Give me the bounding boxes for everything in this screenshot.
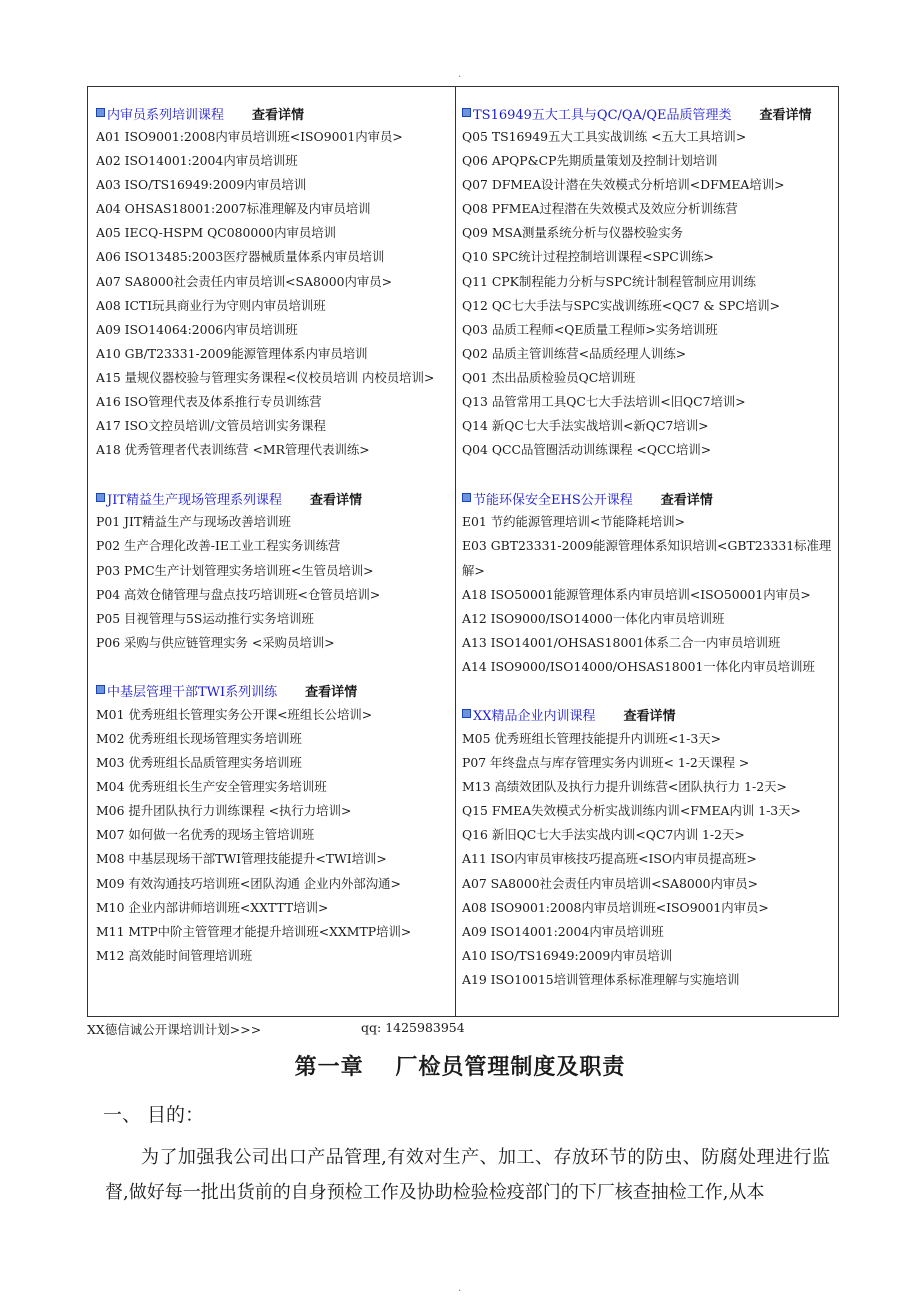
course-item[interactable]: Q12 QC七大手法与SPC实战训练班<QC7 & SPC培训> — [462, 297, 780, 313]
course-item[interactable]: M03 优秀班组长品质管理实务培训班 — [96, 755, 302, 771]
bullet-square-icon — [462, 709, 471, 718]
course-item[interactable]: A15 量规仪器校验与管理实务课程<仪校员培训 内校员培训> — [96, 369, 435, 385]
section-gap — [462, 462, 832, 486]
section-header — [96, 679, 448, 703]
view-details-link[interactable]: 查看详情 — [252, 107, 305, 123]
section-title-link[interactable]: JIT精益生产现场管理系列课程 — [107, 492, 283, 508]
course-item[interactable]: M13 高绩效团队及执行力提升训练营<团队执行力 1-2天> — [462, 779, 787, 795]
course-item[interactable]: A17 ISO文控员培训/文管员培训实务课程 — [96, 418, 326, 434]
course-item[interactable]: Q01 杰出品质检验员QC培训班 — [462, 369, 636, 385]
section-title-link[interactable]: 节能环保安全EHS公开课程 — [473, 492, 633, 508]
course-item[interactable]: A04 OHSAS18001:2007标准理解及内审员培训 — [96, 201, 371, 217]
course-item[interactable]: M02 优秀班组长现场管理实务培训班 — [96, 730, 302, 746]
course-item[interactable]: A08 ICTI玩具商业行为守则内审员培训班 — [96, 297, 326, 313]
course-item[interactable]: Q15 FMEA失效模式分析实战训练内训<FMEA内训 1-3天> — [462, 803, 801, 819]
course-item[interactable]: A18 ISO50001能源管理体系内审员培训<ISO50001内审员> — [462, 586, 811, 602]
course-item[interactable]: A07 SA8000社会责任内审员培训<SA8000内审员> — [462, 875, 759, 891]
course-item[interactable]: P05 目视管理与5S运动推行实务培训班 — [96, 610, 314, 626]
page-marker-top: . — [458, 69, 462, 80]
course-item[interactable]: Q10 SPC统计过程控制培训课程<SPC训练> — [462, 249, 714, 265]
course-item[interactable]: Q09 MSA测量系统分析与仪器校验实务 — [462, 225, 684, 241]
view-details-link[interactable]: 查看详情 — [305, 685, 358, 701]
course-item[interactable]: M06 提升团队执行力训练课程 <执行力培训> — [96, 803, 352, 819]
course-item[interactable]: Q06 APQP&CP先期质量策划及控制计划培训 — [462, 153, 718, 169]
course-item[interactable]: Q04 QCC品管圈活动训练课程 <QCC培训> — [462, 442, 712, 458]
course-item[interactable]: M08 中基层现场干部TWI管理技能提升<TWI培训> — [96, 851, 387, 867]
course-item[interactable]: A06 ISO13485:2003医疗器械质量体系内审员培训 — [96, 249, 385, 265]
course-item[interactable]: A05 IECQ-HSPM QC080000内审员培训 — [96, 225, 337, 241]
course-item[interactable]: M12 高效能时间管理培训班 — [96, 947, 253, 963]
section-gap — [96, 655, 448, 679]
section-title-link[interactable]: TS16949五大工具与QC/QA/QE品质管理类 — [473, 107, 732, 123]
course-item[interactable]: A16 ISO管理代表及体系推行专员训练营 — [96, 394, 322, 410]
course-item[interactable]: M01 优秀班组长管理实务公开课<班组长公培训> — [96, 706, 373, 722]
bullet-square-icon — [96, 685, 105, 694]
course-item[interactable]: A19 ISO10015培训管理体系标准理解与实施培训 — [462, 971, 740, 987]
section-gap — [96, 462, 448, 486]
course-item[interactable]: A02 ISO14001:2004内审员培训班 — [96, 153, 298, 169]
training-plan-link[interactable]: XX德信诚公开课培训计划>>> — [87, 1022, 262, 1037]
section-title-link[interactable]: 内审员系列培训课程 — [107, 107, 225, 123]
section-header — [96, 101, 448, 125]
bullet-square-icon — [96, 108, 105, 117]
course-item[interactable]: M07 如何做一名优秀的现场主管培训班 — [96, 827, 315, 843]
course-item[interactable]: Q07 DFMEA设计潜在失效模式分析培训<DFMEA培训> — [462, 177, 785, 193]
course-item[interactable]: Q02 品质主管训练营<品质经理人训练> — [462, 345, 687, 361]
course-item[interactable]: P06 采购与供应链管理实务 <采购员培训> — [96, 634, 335, 650]
course-item[interactable]: A14 ISO9000/ISO14000/OHSAS18001一体化内审员培训班 — [462, 658, 815, 674]
course-item[interactable]: A12 ISO9000/ISO14000一体化内审员培训班 — [462, 610, 725, 626]
section-gap — [462, 679, 832, 703]
bullet-square-icon — [96, 493, 105, 502]
course-item[interactable]: A13 ISO14001/OHSAS18001体系二合一内审员培训班 — [462, 634, 781, 650]
section-title-link[interactable]: 中基层管理干部TWI系列训练 — [107, 685, 278, 701]
course-list-box — [87, 86, 839, 1017]
body-paragraph: 为了加强我公司出口产品管理,有效对生产、加工、存放环节的防虫、防腐处理进行监督,做好每一批出货前的自身预检工作及协助检验检疫部门的下厂核查抽检工作,从本 — [105, 1147, 830, 1203]
bullet-square-icon — [462, 108, 471, 117]
view-details-link[interactable]: 查看详情 — [623, 709, 676, 725]
course-item[interactable]: M09 有效沟通技巧培训班<团队沟通 企业内外部沟通> — [96, 875, 401, 891]
course-item[interactable]: Q08 PFMEA过程潜在失效模式及效应分析训练营 — [462, 201, 738, 217]
page-marker-bottom: . — [458, 1283, 462, 1294]
qq-number: qq: 1425983954 — [361, 1020, 465, 1035]
course-item[interactable]: Q16 新旧QC七大手法实战内训<QC7内训 1-2天> — [462, 827, 745, 843]
course-item[interactable]: A08 ISO9001:2008内审员培训班<ISO9001内审员> — [462, 899, 769, 915]
course-item[interactable]: A07 SA8000社会责任内审员培训<SA8000内审员> — [96, 273, 393, 289]
course-item[interactable]: A11 ISO内审员审核技巧提高班<ISO内审员提高班> — [462, 851, 757, 867]
course-item[interactable]: P03 PMC生产计划管理实务培训班<生管员培训> — [96, 562, 374, 578]
course-item[interactable]: P02 生产合理化改善-IE工业工程实务训练营 — [96, 538, 341, 554]
course-item[interactable]: P07 年终盘点与库存管理实务内训班< 1-2天课程 > — [462, 755, 750, 771]
course-item[interactable]: A18 优秀管理者代表训练营 <MR管理代表训练> — [96, 442, 370, 458]
bullet-square-icon — [462, 493, 471, 502]
course-item[interactable]: P01 JIT精益生产与现场改善培训班 — [96, 514, 291, 530]
left-column — [96, 101, 448, 968]
course-item[interactable]: A09 ISO14001:2004内审员培训班 — [462, 923, 664, 939]
course-item[interactable]: M10 企业内部讲师培训班<XXTTT培训> — [96, 899, 329, 915]
course-item[interactable]: Q11 CPK制程能力分析与SPC统计制程管制应用训练 — [462, 273, 756, 289]
course-item[interactable]: Q14 新QC七大手法实战培训<新QC7培训> — [462, 418, 709, 434]
section-header — [462, 486, 832, 510]
footer-line — [87, 1020, 465, 1038]
view-details-link[interactable]: 查看详情 — [759, 107, 812, 123]
right-column — [462, 101, 832, 992]
view-details-link[interactable]: 查看详情 — [310, 492, 363, 508]
course-item[interactable]: M11 MTP中阶主管管理才能提升培训班<XXMTP培训> — [96, 923, 412, 939]
course-item[interactable]: A03 ISO/TS16949:2009内审员培训 — [96, 177, 307, 193]
course-item[interactable]: M05 优秀班组长管理技能提升内训班<1-3天> — [462, 730, 721, 746]
course-item[interactable]: A01 ISO9001:2008内审员培训班<ISO9001内审员> — [96, 129, 403, 144]
section-title-link[interactable]: XX精品企业内训课程 — [473, 709, 596, 725]
view-details-link[interactable]: 查看详情 — [660, 492, 713, 508]
course-item[interactable]: A09 ISO14064:2006内审员培训班 — [96, 321, 298, 337]
section-heading: 一、 目的： — [103, 1104, 205, 1126]
course-item[interactable]: Q05 TS16949五大工具实战训练 <五大工具培训> — [462, 129, 747, 144]
chapter-title: 第一章 厂检员管理制度及职责 — [294, 1055, 626, 1080]
course-item[interactable]: Q03 品质工程师<QE质量工程师>实务培训班 — [462, 321, 718, 337]
course-item[interactable]: Q13 品管常用工具QC七大手法培训<旧QC7培训> — [462, 394, 746, 410]
course-item[interactable]: E03 GBT23331-2009能源管理体系知识培训<GBT23331标准理解> — [462, 538, 832, 578]
section-header — [462, 101, 832, 125]
column-divider — [455, 87, 456, 1016]
course-item[interactable]: A10 ISO/TS16949:2009内审员培训 — [462, 947, 673, 963]
section-header — [96, 486, 448, 510]
course-item[interactable]: E01 节约能源管理培训<节能降耗培训> — [462, 514, 685, 530]
course-item[interactable]: A10 GB/T23331-2009能源管理体系内审员培训 — [96, 345, 368, 361]
course-item[interactable]: P04 高效仓储管理与盘点技巧培训班<仓管员培训> — [96, 586, 381, 602]
course-item[interactable]: M04 优秀班组长生产安全管理实务培训班 — [96, 779, 327, 795]
section-header — [462, 703, 832, 727]
